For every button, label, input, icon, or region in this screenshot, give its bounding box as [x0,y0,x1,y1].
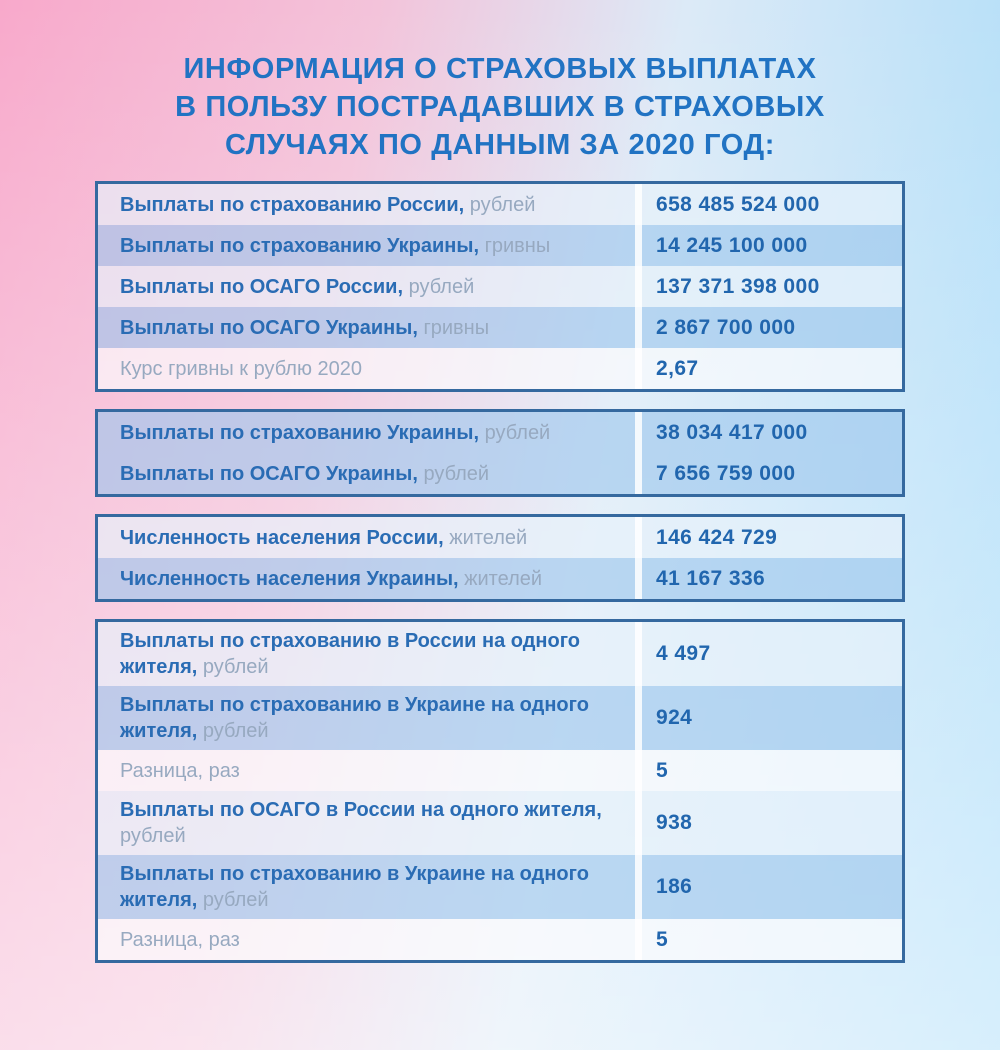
row-label-bold: Выплаты по страхованию в Украине на одного жителя, [120,694,589,742]
table-row [98,791,902,855]
table-row [98,348,902,389]
row-label [98,622,635,686]
table-row [98,266,902,307]
row-label [98,558,635,599]
row-label-bold: Выплаты по страхованию Украины, [120,234,480,257]
row-value: 146 424 729 [656,525,778,549]
row-label-unit: рублей [417,462,490,485]
row-label-bold: Численность населения России, [120,526,444,549]
column-divider [635,348,642,389]
row-label-unit: рублей [197,720,269,742]
table-row [98,517,902,558]
row-label-bold: Выплаты по страхованию в России на одного жителя, [120,630,581,678]
row-label [98,184,635,225]
row-label-bold: Выплаты по страхованию в Украине на одного жителя, [120,863,589,911]
row-label [98,412,635,453]
row-label [98,225,635,266]
table-row [98,622,902,686]
row-label [98,791,635,855]
page-title [70,50,930,164]
row-label [98,453,635,494]
column-divider [635,791,642,855]
row-value: 5 [656,758,669,782]
row-value: 7 656 759 000 [656,461,796,485]
table-row [98,558,902,599]
row-label [98,517,635,558]
row-label-bold: Численность населения Украины, [120,567,459,590]
row-value: 186 [656,875,693,898]
data-table-payments-and-rate-2020 [95,181,905,392]
row-label-bold: Выплаты по ОСАГО в России на одного жителя, [120,799,602,821]
column-divider [635,686,642,750]
row-value: 924 [656,706,693,729]
table-row [98,686,902,750]
table-row [98,307,902,348]
row-value: 2,67 [656,356,699,380]
row-label-unit: гривны [417,316,490,339]
row-label [98,307,635,348]
row-value: 938 [656,811,693,834]
row-label-unit: рублей [197,889,269,911]
row-label-unit: гривны [479,234,551,257]
table-row [98,855,902,919]
column-divider [635,750,642,791]
row-label-bold: Выплаты по страхованию Украины, [120,421,480,444]
row-value: 137 371 398 000 [656,274,820,298]
row-label [98,686,635,750]
column-divider [635,622,642,686]
table-row [98,919,902,960]
row-label-unit: рублей [403,275,475,298]
row-value: 41 167 336 [656,566,766,590]
table-row [98,184,902,225]
column-divider [635,225,642,266]
table-row [98,412,902,453]
tables-container [95,181,905,963]
row-value: 38 034 417 000 [656,420,808,444]
table-row [98,750,902,791]
row-value: 14 245 100 000 [656,233,808,257]
column-divider [635,919,642,960]
row-value: 5 [656,927,669,951]
table-row [98,453,902,494]
column-divider [635,307,642,348]
row-label-bold: Выплаты по ОСАГО России, [120,275,404,298]
row-label [98,919,635,960]
row-label-unit: жителей [458,567,543,590]
row-label-unit: Разница, раз [120,928,240,951]
row-label-unit: Разница, раз [120,759,240,782]
row-label-unit: рублей [464,193,536,216]
row-value: 4 497 [656,642,711,665]
row-label-bold: Выплаты по ОСАГО Украины, [120,316,418,339]
column-divider [635,517,642,558]
row-label-unit: Курс гривны к рублю 2020 [120,357,363,380]
column-divider [635,453,642,494]
column-divider [635,184,642,225]
row-label-unit: жителей [443,526,528,549]
page-title-line-1: ИНФОРМАЦИЯ О СТРАХОВЫХ ВЫПЛАТАХ [183,53,817,85]
row-label-unit: рублей [120,825,186,847]
data-table-population [95,514,905,602]
row-label-unit: рублей [479,421,551,444]
row-label-bold: Выплаты по страхованию России, [120,193,465,216]
column-divider [635,266,642,307]
column-divider [635,855,642,919]
row-label-bold: Выплаты по ОСАГО Украины, [120,462,418,485]
row-label [98,348,635,389]
row-label [98,266,635,307]
row-label-unit: рублей [197,656,269,678]
data-table-ukraine-payments-in-rubles [95,409,905,497]
row-label [98,750,635,791]
row-value: 2 867 700 000 [656,315,796,339]
page-title-line-2: В ПОЛЬЗУ ПОСТРАДАВШИХ В СТРАХОВЫХ [175,91,825,123]
page-title-line-3: СЛУЧАЯХ ПО ДАННЫМ ЗА 2020 ГОД: [224,129,775,161]
row-value: 658 485 524 000 [656,192,820,216]
table-row [98,225,902,266]
row-label [98,855,635,919]
data-table-per-capita-comparison [95,619,905,963]
column-divider [635,412,642,453]
column-divider [635,558,642,599]
